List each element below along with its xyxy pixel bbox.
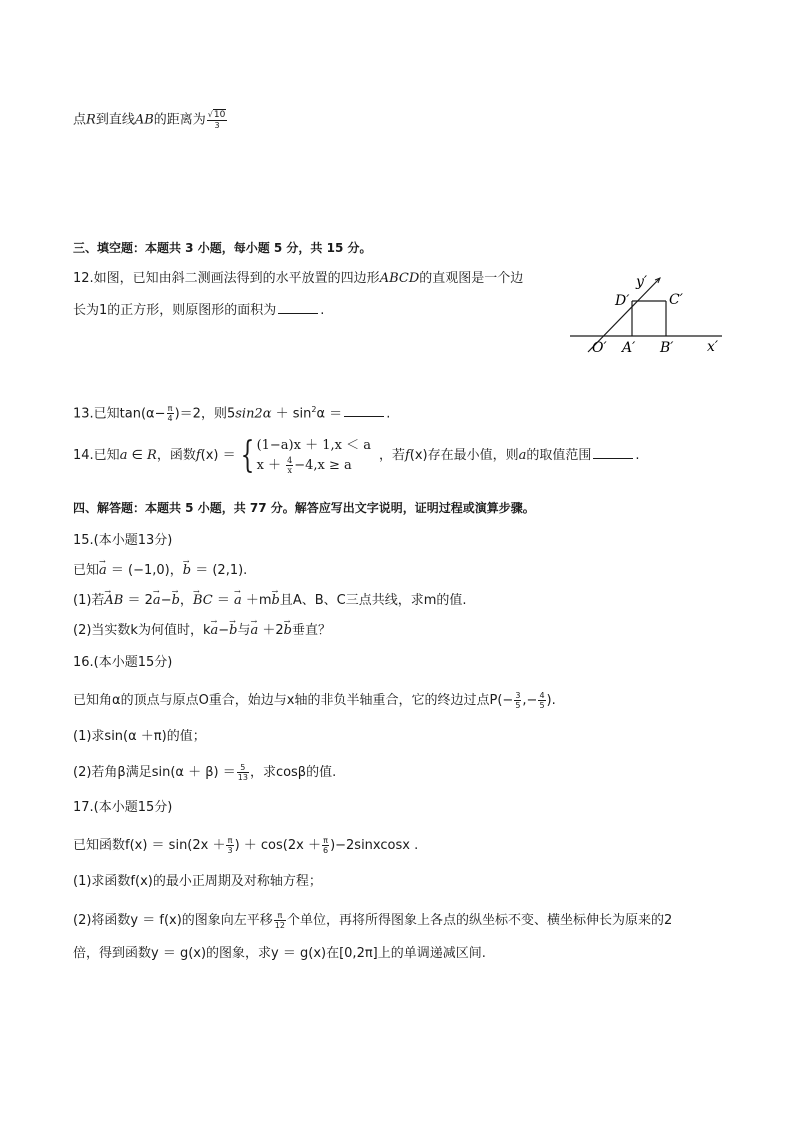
- math-var: R: [86, 112, 96, 128]
- q16-given: [73, 691, 556, 710]
- case-1: (1−a)x ＋ 1,x ＜ a: [256, 437, 371, 453]
- exponent: 2: [311, 405, 317, 414]
- text: 个单位，再将所得图象上各点的纵坐标不变、横坐标伸长为原来的2: [286, 913, 673, 928]
- text: 14.已知: [73, 448, 120, 463]
- text: −4,x ≥ a: [294, 457, 352, 473]
- text: x ＋: [256, 457, 286, 473]
- numerator: π: [323, 836, 328, 845]
- math-var: a: [119, 448, 128, 463]
- q17-part2: [73, 911, 672, 930]
- answer-blank: [278, 302, 318, 314]
- text: (2)当实数k为何值时，k: [73, 623, 211, 638]
- denominator: 5: [539, 701, 545, 710]
- numerator: 5: [237, 763, 249, 773]
- q17-part1: (1)求函数f(x)的最小正周期及对称轴方程；: [73, 874, 322, 889]
- text: 且A、B、C三点共线，求m的值.: [279, 593, 467, 608]
- q15-part1: [73, 593, 467, 609]
- text: ，求cosβ的值.: [249, 765, 337, 780]
- section-heading: 四、解答题：本题共 5 小题，共 77 分。解答应写出文字说明，证明过程或演算步骤。: [73, 501, 535, 515]
- text: 的距离为: [153, 112, 206, 128]
- text: −: [160, 593, 172, 608]
- text: ,−: [522, 693, 538, 708]
- label-B: B′: [660, 340, 674, 356]
- numerator: √10: [207, 110, 226, 120]
- fraction: [226, 836, 233, 855]
- denominator: 4: [167, 414, 173, 424]
- text: ，函数: [156, 448, 196, 463]
- q14-line: [73, 434, 640, 478]
- vector-b: → b: [284, 623, 292, 639]
- label-D: D′: [615, 293, 630, 309]
- text: ，: [179, 593, 193, 608]
- text: 垂直？: [292, 623, 332, 638]
- text: 长为1的正方形，则原图形的面积为: [73, 303, 277, 318]
- answer-blank: [593, 447, 633, 459]
- q17-part2-cont: 倍，得到函数y ＝ g(x)的图象，求y ＝ g(x)在[0,2π]上的单调递减区间.: [73, 946, 486, 961]
- text: 的直观图是一个边: [419, 271, 524, 286]
- math-var: AB: [134, 112, 154, 128]
- text: )−2sinxcosx .: [330, 838, 419, 853]
- q15-given: [73, 563, 247, 579]
- numerator: π: [274, 911, 286, 921]
- fraction: [237, 763, 249, 782]
- vector-b: → b: [272, 593, 280, 609]
- piecewise-cases: [257, 436, 371, 476]
- text: (2)将函数y ＝ f(x)的图象向左平移: [73, 913, 273, 928]
- q17-title: 17.(本小题15分): [73, 800, 173, 815]
- math-expr: sin2α: [235, 406, 272, 422]
- numerator: π: [227, 836, 233, 845]
- vector-a: → a: [210, 623, 218, 639]
- fraction: [322, 836, 329, 855]
- fraction: [538, 691, 545, 710]
- denominator: 3: [227, 846, 233, 855]
- text: 已知函数f(x) ＝ sin(2x ＋: [73, 838, 226, 853]
- text: ＝ (−1,0)，: [106, 563, 183, 578]
- text: (1)若: [73, 593, 105, 608]
- vector-a: → a: [153, 593, 161, 609]
- label-A: A′: [622, 340, 636, 356]
- text: ，若: [378, 448, 405, 463]
- denominator: 12: [274, 921, 285, 930]
- text: ＋m: [241, 593, 272, 608]
- vector-AB: → AB: [104, 593, 123, 609]
- numerator: 4: [539, 691, 545, 700]
- math-var: f: [195, 448, 201, 463]
- left-brace: {: [240, 434, 254, 476]
- denominator: 3: [214, 121, 220, 130]
- text: 点: [73, 112, 87, 128]
- label-x: x′: [707, 339, 719, 355]
- q17-given: [73, 836, 418, 855]
- text: .: [320, 303, 325, 318]
- text: (x) ＝: [200, 448, 236, 463]
- text: (2)若角β满足sin(α ＋ β) ＝: [73, 765, 236, 780]
- math-var: ABCD: [379, 271, 420, 286]
- text: 12.如图，已知由斜二测画法得到的水平放置的四边形: [73, 271, 380, 286]
- section-heading: 三、填空题：本题共 3 小题，每小题 5 分，共 15 分。: [73, 241, 372, 255]
- fraction: [167, 404, 174, 423]
- vector-a: → a: [99, 563, 107, 579]
- fraction: [514, 691, 521, 710]
- text: ＝ 2: [123, 593, 153, 608]
- label-y: y′: [636, 274, 648, 290]
- case-2: [257, 456, 371, 476]
- text: (x)存在最小值，则: [409, 448, 519, 463]
- text: ＋2: [258, 623, 284, 638]
- numerator: 4: [287, 455, 293, 465]
- q12-line2: [73, 302, 324, 319]
- denominator: 5: [515, 701, 521, 710]
- answer-blank: [344, 405, 384, 417]
- q16-title: 16.(本小题15分): [73, 655, 173, 670]
- text: α ＝: [316, 406, 343, 422]
- label-C: C′: [669, 292, 683, 308]
- label-O: O′: [592, 340, 607, 356]
- text: 与: [237, 623, 251, 638]
- fraction: [286, 456, 293, 475]
- text: 已知角α的顶点与原点O重合，始边与x轴的非负半轴重合，它的终边过点P(−: [73, 693, 514, 708]
- text: −: [218, 623, 230, 638]
- numerator: 3: [515, 691, 521, 700]
- vector-a: → a: [234, 593, 242, 609]
- text: ).: [546, 693, 556, 708]
- math-var: R: [147, 448, 157, 463]
- vector-BC: → BC: [193, 593, 213, 609]
- numerator: π: [167, 404, 173, 414]
- math-var: f: [404, 448, 410, 463]
- text: 到直线: [95, 112, 135, 128]
- q15-title: 15.(本小题13分): [73, 533, 173, 548]
- q15-part2: [73, 623, 331, 639]
- math-var: a: [518, 448, 527, 463]
- denominator: x: [287, 465, 292, 475]
- text: .: [386, 406, 391, 422]
- fraction: [207, 110, 228, 130]
- oblique-figure: [566, 270, 736, 360]
- q16-part2: [73, 763, 336, 782]
- text: ＋ sin: [271, 406, 312, 422]
- q12-line1: [73, 271, 523, 287]
- text: ＝ (2,1).: [191, 563, 248, 578]
- text: )＝2，则5: [174, 406, 236, 422]
- text: ∈: [127, 448, 148, 463]
- text: 的取值范围: [526, 448, 592, 463]
- q11-answer-line: [73, 110, 228, 130]
- vector-b: → b: [229, 623, 237, 639]
- text: 13.已知tan(α−: [73, 406, 166, 422]
- denominator: 6: [322, 846, 329, 855]
- text: .: [635, 448, 640, 463]
- vector-a: → a: [251, 623, 259, 639]
- denominator: 13: [237, 773, 248, 782]
- fraction: [274, 911, 286, 930]
- q13-line: [73, 402, 390, 423]
- text: ＝: [212, 593, 234, 608]
- radicand: 10: [213, 110, 226, 120]
- text: 已知: [73, 563, 100, 578]
- vector-b: → b: [172, 593, 180, 609]
- text: ) ＋ cos(2x ＋: [234, 838, 321, 853]
- vector-b: → b: [183, 563, 191, 579]
- q16-part1: (1)求sin(α ＋π)的值；: [73, 729, 206, 744]
